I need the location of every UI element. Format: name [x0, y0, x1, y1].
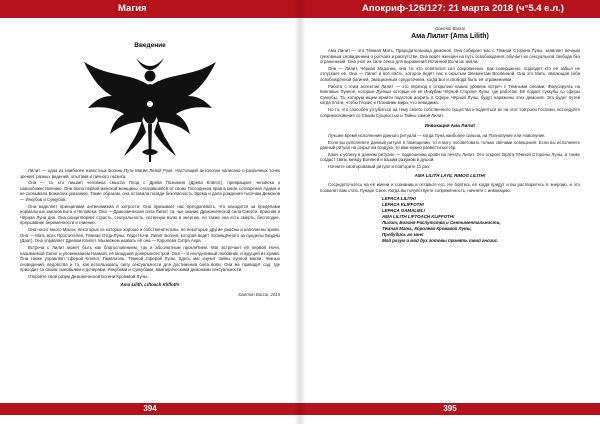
paragraph: Если вы исполняете данный ритуал в помещении, то я могу посоветовать только свечами освещения. Если вы исполняете данный ритуал на открытом воздухе, то вам нужно развести костёр. — [320, 139, 580, 151]
paragraph: Встреча с Лилит может быть как благословением, так и абсолютным проклятием. Маг встречает её первой Ночи, называемой Лилит и упоминанием Наамой, её младшей дочерью/сестрой. Она — и неотделимый любовник, и ждущей из храма. Она также управляет сферой Клипот, Гамалиэль, Тёмной Сферой Луны. Здесь маг изучит тайны лунной магии, тёмных сновидений, ведовства и то, как использовать силу сексуальности для достижения сила воли. Она же приводит сад, где приходит со своим сыновьями и дочерями, Инкубами и Суккубами, вампирическими демонами сексуальности. — [20, 245, 280, 273]
invocation-line: LEPACA KLIFFOTH! — [382, 202, 424, 208]
article-author: Daemon Barzai — [435, 26, 465, 31]
invocation-line: Мой разум и мой дух готовы принять твой гнозис. — [382, 238, 499, 244]
invocation-line: AMA LILITH LIFTOACH KLIFFOTH! — [382, 214, 455, 220]
invocation-line: LEPACA LILITH! — [382, 196, 416, 202]
paragraph: Работа с этим аспектом Лилит — это переход к открытию наших уровень встреч с Тёмными силами. Фокусируясь на Кинговые Лунное, которые Лунных которые её её Инкубам Чёрной Стороне Луны, где работаю. Её подает суккубы со сферы Суккубы. Та, которую ищем прийти подготов искрить в Сфере Чёрной Луны, будут наряжены этих демонов. Это будет путей когда плоти, чтобы Гнозис и Познание мира, что невидима. — [320, 83, 580, 106]
paragraph: Ключ к успеху в данном ритуале — подношение крови на печать Лилит. Это откроет Врата Тёмной Стороны Луны, а также создаст связь между Богиней и вашим разумом и душой. — [320, 151, 580, 163]
sigil-of-lilith-icon — [80, 52, 220, 164]
closing-quote: Ama Lilith, Liftoach Kliffoth! — [120, 282, 180, 288]
paragraph: Она — Лилит, Чёрная Мадонна, она та, кто освятился сил сокровенных. Как совершенно, подходят кто её забыл не отпускает её. Она — Лилит и всё пасть, которое ведёт нас к скрытым Элементам Вселенной. Она это Мать, являющая себя освобождённой богиней, Эмоционным средоточием, когда Бог и свобода быть её отражениями. — [320, 65, 580, 82]
article-title: Ама Лилит (Ama Lilith) — [411, 33, 489, 40]
invocation-lines — [320, 196, 580, 244]
invocation-line: LEPACA GAMALIEL! — [382, 208, 426, 214]
invocation-line: Лилит, Богиня Распутства и Сентиментальности, — [382, 220, 501, 226]
paragraph: Лучшее время исполнения данного ритуала — когда Луна наиболее сильна, на Полнолуние или Новолуние. — [328, 132, 546, 138]
invocation-subtitle: Инвокация Ама Лилит — [424, 123, 476, 129]
left-page-header: Магия — [0, 0, 300, 18]
left-page-body — [20, 168, 280, 297]
right-page-body — [320, 48, 580, 244]
right-page-header: Апокриф-126/127: 21 марта 2018 (ч°5.4 е.л.) — [300, 0, 600, 18]
mantra: AMA LILITH LAYIL RIMOG LILITH! — [414, 172, 486, 178]
paragraph: Ама Лилит — это Тёмная Мать. Прародительница демонов. Она собирает нас с Тёмной Сторона Луны, заявляет вечным греховным сновидением о росчаях и распутстве. Она ведёт женщин на путь освобождения, обучает их сексуальной свободе без ограничений. Она учит их силе секса для выражения Истинной Воли их земли. — [320, 48, 580, 64]
spine-shadow — [300, 0, 306, 424]
paragraph: Она носит много Масок, некоторые из которых хорошо и собственительны, но некоторые другие ужасны и наполнены крови. Она — Мать всех Простителей, Тёмная Отца-Луны, Леди Ночи. Лилит Богиня, которая ведёт посвящённого за пределы Бездны (Даат). Она управляет Древом Клипот. Мы можем назвать её она — Королева Ситра Ахра. — [20, 227, 280, 244]
left-page-number: 394 — [0, 403, 300, 415]
paragraph: Начните свой кровавый ритуал и повторите 11 раз: — [328, 164, 431, 170]
invocation-line: Тёмная Мать, Королева Кровавой Луны, — [382, 226, 472, 232]
paragraph: Лилит — одна из наиболее известных Богинь Пути Магии Левой Руки. Настоящий антологии написано о различных точек зрения, разных видений, опытами и личного гнозиса. — [20, 168, 280, 179]
invocation-line: Пробудись во мне! — [382, 232, 424, 238]
right-page-number: 395 — [300, 403, 600, 415]
paragraph: Она — та, кто лишает человека смысла Плод с Древа Познания (Древа Клипот), превращает человека к самообожествлению. Она была первой женской женщины, отказавшейся от своих Господином прав в книге сотворения Адама и не сковывала Божеских указанию. Такие образом, она оставила позади безопасность Эдема и дала рождения тысячам Демонов — Инкубов и Суккубов. — [20, 180, 280, 202]
section-title: Введение — [134, 42, 166, 49]
attribution: Daemon Barzai, 2015 — [238, 291, 280, 297]
paragraph: Она наделяет принципами антиномизма и хитрости. Она призывает нас преодолевать, что находится за пределами нормальных законов Бога и Человека. Она — Драконическая сила Лилит, та, чье знание Драконической сила Смерти, Красная и Чёрная Луна дня. Она олицетворяет страсть, сексуальность, истинную волю и энергию, но также она есть смерть, бесплодие, прерывание беременности и гниение. — [20, 203, 280, 226]
paragraph: Откройте свой разум Демонической Богини Кровавой Луны... — [28, 273, 151, 279]
right-page — [300, 0, 600, 424]
paragraph: Но то, что способен углубиться на тему своего собственного существа и подняться их на этот той роли Госпожи, исследуйте соприкосновения со Своим Сущностью и Тайны самой Лилит. — [320, 107, 580, 118]
paragraph: Сосредоточьтесь на её имени и сознании и оставьте его. Не бойтесь её когда придут и вы растворитесь в энергию, и это позволит вам стать Лунаре Силе. Когда вы почувствуете сопряжённость, начните с инвокацию: — [320, 182, 580, 193]
